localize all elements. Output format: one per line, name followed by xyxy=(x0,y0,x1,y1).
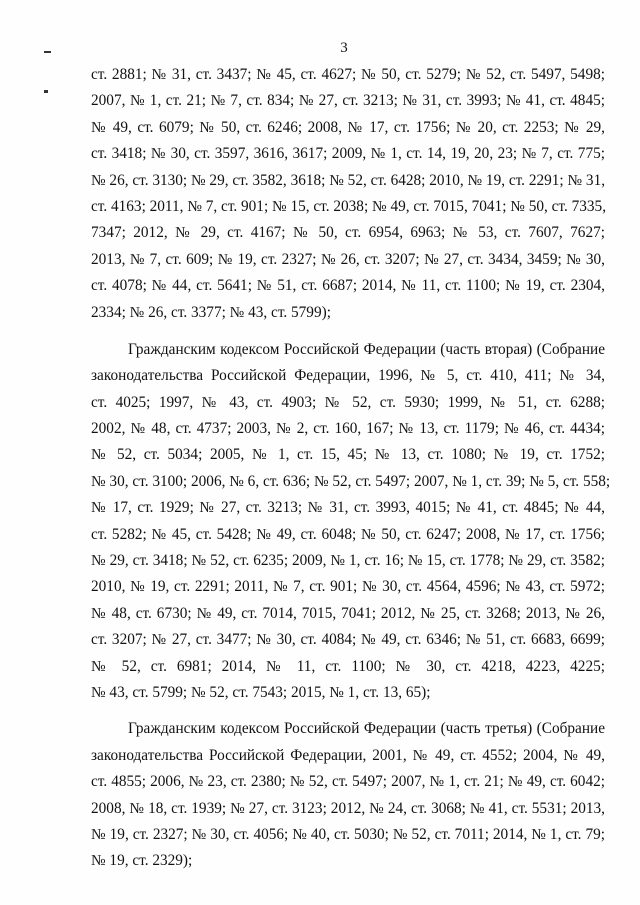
text-line: № 49, ст. 6079; № 50, ст. 6246; 2008, № 17, ст. 1756; № 20, ст. 2253; № 29, xyxy=(91,118,605,136)
text-line: № 48, ст. 6730; № 49, ст. 7014, 7015, 7041; 2012, № 25, ст. 3268; 2013, № 26, xyxy=(91,604,605,622)
text-line: 2007, № 1, ст. 21; № 7, ст. 834; № 27, ст. 3213; № 31, ст. 3993; № 41, ст. 4845; xyxy=(91,92,605,110)
text-line: ст. 4163; 2011, № 7, ст. 901; № 15, ст. 2038; № 49, ст. 7015, 7041; № 50, ст. 7335, xyxy=(91,197,607,215)
text-line: 2334; № 26, ст. 3377; № 43, ст. 5799); xyxy=(91,303,331,321)
text-line: 2013, № 7, ст. 609; № 19, ст. 2327; № 26, ст. 3207; № 27, ст. 3434, 3459; № 30, xyxy=(91,250,605,268)
text-line: Гражданским кодексом Российской Федерации (часть вторая) (Собрание xyxy=(128,340,605,358)
text-line: ст. 4855; 2006, № 23, ст. 2380; № 52, ст. 5497; 2007, № 1, ст. 21; № 49, ст. 6042; xyxy=(91,773,605,791)
text-line: ст. 3418; № 30, ст. 3597, 3616, 3617; 2009, № 1, ст. 14, 19, 20, 23; № 7, ст. 775; xyxy=(91,145,605,163)
page-number: 3 xyxy=(340,40,348,56)
text-line: № 19, ст. 2329); xyxy=(91,852,193,870)
text-line: № 26, ст. 3130; № 29, ст. 3582, 3618; № 52, ст. 6428; 2010, № 19, ст. 2291; № 31, xyxy=(91,171,606,189)
text-line: Гражданским кодексом Российской Федерации (часть третья) (Собрание xyxy=(128,720,605,738)
paragraph xyxy=(91,62,605,326)
text-line: ст. 5282; № 45, ст. 5428; № 49, ст. 6048; № 50, ст. 6247; 2008, № 17, ст. 1756; xyxy=(91,525,605,543)
text-line: ст. 4078; № 44, ст. 5641; № 51, ст. 6687; 2014, № 11, ст. 1100; № 19, ст. 2304, xyxy=(91,277,605,295)
text-line: 2010, № 19, ст. 2291; 2011, № 7, ст. 901; № 30, ст. 4564, 4596; № 43, ст. 5972; xyxy=(91,578,605,596)
text-line: № 52, ст. 5034; 2005, № 1, ст. 15, 45; № 13, ст. 1080; № 19, ст. 1752; xyxy=(91,446,605,464)
text-line: ст. 2881; № 31, ст. 3437; № 45, ст. 4627; № 50, ст. 5279; № 52, ст. 5497, 5498; xyxy=(91,66,605,83)
text-line: 2008, № 18, ст. 1939; № 27, ст. 3123; 2012, № 24, ст. 3068; № 41, ст. 5531; 2013, xyxy=(91,799,605,817)
text-line: законодательства Российской Федерации, 2001, № 49, ст. 4552; 2004, № 49, xyxy=(91,746,605,764)
document-body xyxy=(91,62,611,875)
text-line: № 29, ст. 3418; № 52, ст. 6235; 2009, № 1, ст. 16; № 15, ст. 1778; № 29, ст. 3582; xyxy=(91,552,605,570)
paragraph xyxy=(91,337,611,706)
text-line: 2002, № 48, ст. 4737; 2003, № 2, ст. 160, 167; № 13, ст. 1179; № 46, ст. 4434; xyxy=(91,420,605,438)
text-line: 7347; 2012, № 29, ст. 4167; № 50, ст. 6954, 6963; № 53, ст. 7607, 7627; xyxy=(91,224,605,242)
text-line: № 19, ст. 2327; № 30, ст. 4056; № 40, ст. 5030; № 52, ст. 7011; 2014, № 1, ст. 79; xyxy=(91,825,605,843)
text-line: № 43, ст. 5799; № 52, ст. 7543; 2015, № 1, ст. 13, 65); xyxy=(91,683,431,701)
text-line: законодательства Российской Федерации, 1996, № 5, ст. 410, 411; № 34, xyxy=(91,367,605,385)
text-line: № 17, ст. 1929; № 27, ст. 3213; № 31, ст. 3993, 4015; № 41, ст. 4845; № 44, xyxy=(91,499,605,517)
text-line: № 30, ст. 3100; 2006, № 6, ст. 636; № 52, ст. 5497; 2007, № 1, ст. 39; № 5, ст. 558; xyxy=(91,472,611,490)
text-line: ст. 4025; 1997, № 43, ст. 4903; № 52, ст. 5930; 1999, № 51, ст. 6288; xyxy=(91,393,605,411)
text-line: ст. 3207; № 27, ст. 3477; № 30, ст. 4084; № 49, ст. 6346; № 51, ст. 6683, 6699; xyxy=(91,631,605,649)
text-line: № 52, ст. 6981; 2014, № 11, ст. 1100; № 30, ст. 4218, 4223, 4225; xyxy=(91,657,605,675)
paragraph xyxy=(91,716,605,874)
scan-mark xyxy=(44,90,48,93)
